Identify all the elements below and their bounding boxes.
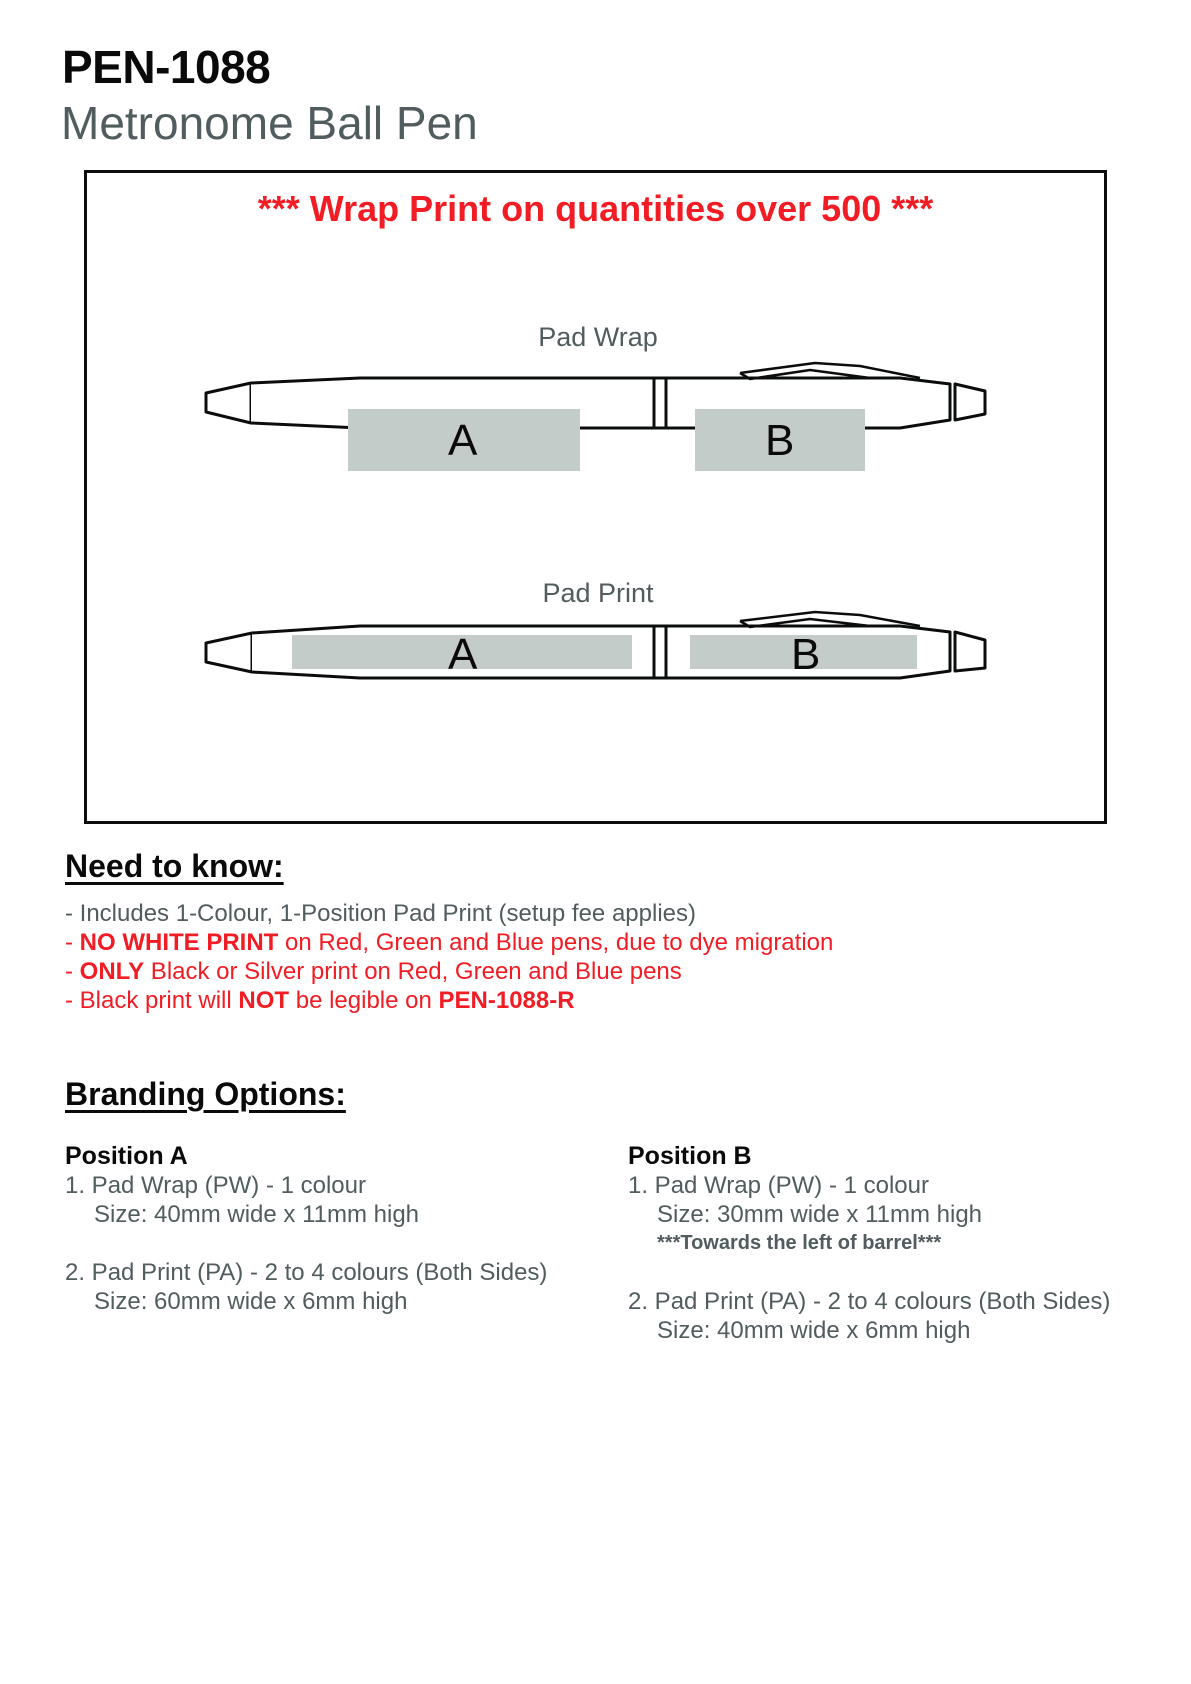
- pen-tip-left: [206, 633, 252, 672]
- wrap-print-banner: *** Wrap Print on quantities over 500 ***: [257, 188, 934, 229]
- position-a-print-letter: A: [448, 630, 478, 679]
- pen-diagrams: [0, 0, 1191, 800]
- item-emphasis: ONLY: [79, 958, 145, 985]
- position-b-option2-size: Size: 40mm wide x 6mm high: [657, 1317, 971, 1344]
- position-b-title: Position B: [628, 1142, 752, 1170]
- item-emphasis: NO WHITE PRINT: [79, 929, 279, 956]
- position-a-title: Position A: [65, 1142, 188, 1170]
- product-code: PEN-1088: [62, 41, 271, 93]
- need-to-know-item: [65, 958, 682, 986]
- pen-tip-right: [955, 632, 985, 671]
- item-text: -: [65, 958, 80, 985]
- position-b-option1-note: ***Towards the left of barrel***: [657, 1232, 942, 1254]
- branding-options-heading: Branding Options:: [65, 1076, 346, 1112]
- item-text: - Black print will: [65, 987, 239, 1014]
- position-b-option1-size: Size: 30mm wide x 11mm high: [657, 1201, 983, 1228]
- item-text: be legible on: [289, 987, 439, 1014]
- pen-tip-left: [206, 383, 251, 423]
- item-text: Black or Silver print on Red, Green and Blue pens: [144, 958, 682, 985]
- position-a-option2-size: Size: 60mm wide x 6mm high: [94, 1288, 408, 1315]
- position-b-option2-line1: 2. Pad Print (PA) - 2 to 4 colours (Both Sides): [628, 1288, 1111, 1315]
- pen-tip-right: [955, 384, 985, 420]
- item-text: - Includes 1-Colour, 1-Position Pad Print (setup fee applies): [65, 900, 696, 927]
- position-b-option1-line1: 1. Pad Wrap (PW) - 1 colour: [628, 1172, 929, 1199]
- need-to-know-item: [65, 900, 696, 928]
- position-a-option1-line1: 1. Pad Wrap (PW) - 1 colour: [65, 1172, 366, 1199]
- pad-wrap-label: Pad Wrap: [538, 322, 658, 352]
- position-a-option2-line1: 2. Pad Print (PA) - 2 to 4 colours (Both Sides): [65, 1259, 548, 1286]
- pad-print-label: Pad Print: [542, 578, 654, 608]
- position-a-option1-size: Size: 40mm wide x 11mm high: [94, 1201, 420, 1228]
- position-b-wrap-letter: B: [765, 416, 795, 465]
- pen-pad-wrap: [206, 363, 985, 428]
- position-a-wrap-letter: A: [448, 416, 478, 465]
- pen-ring: [654, 378, 666, 428]
- product-name: Metronome Ball Pen: [61, 97, 478, 149]
- item-text: -: [65, 929, 80, 956]
- item-text: on Red, Green and Blue pens, due to dye migration: [278, 929, 834, 956]
- position-b-print-letter: B: [791, 630, 821, 679]
- need-to-know-item: [65, 987, 575, 1015]
- need-to-know-item: [65, 929, 833, 957]
- item-emphasis: PEN-1088-R: [438, 987, 575, 1014]
- pen-ring: [654, 626, 666, 678]
- need-to-know-heading: Need to know:: [65, 848, 284, 884]
- item-emphasis: NOT: [238, 987, 290, 1014]
